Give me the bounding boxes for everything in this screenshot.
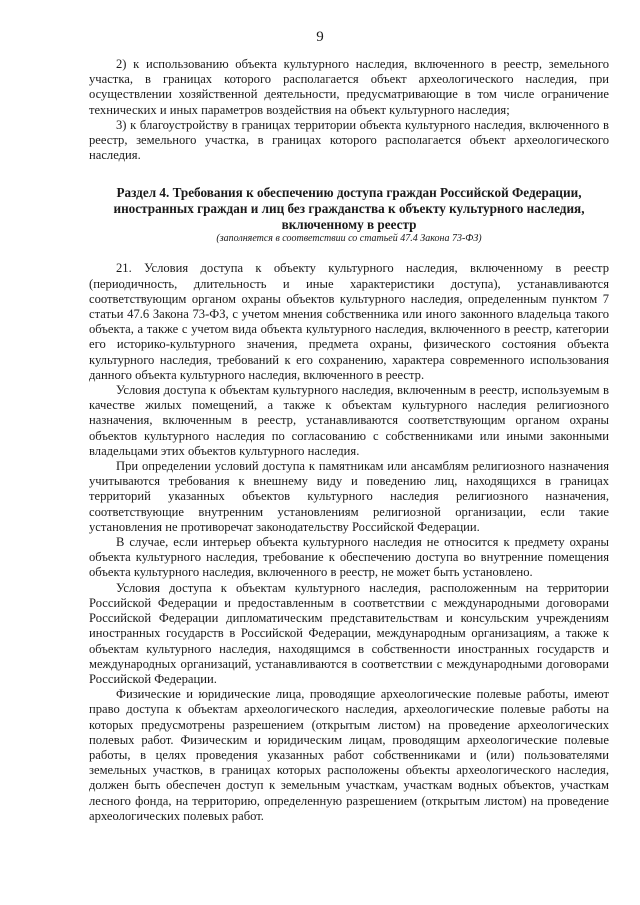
list-item-2: 2) к использованию объекта культурного наследия, включенного в реестр, земельного участка, в границах которого располагается объект археологического наследия, при осуществлении хозяйственной деятельности, предусматривающие в том числе ограничение технических и иных параметров воздействия на объект культурного наследия; bbox=[89, 57, 609, 117]
section-title-line-2: иностранных граждан и лиц без гражданства к объекту культурного наследия, bbox=[113, 201, 585, 217]
paragraph-21: 21. Условия доступа к объекту культурного наследия, включенному в реестр (периодичность, длительность и иные характеристики доступа), устанавливаются соответствующим органом охраны объектов культурного наследия, определенным пунктом 7 статьи 47.6 Закона 73-ФЗ, с учетом мнения собственника или иного законного владельца такого объекта, а также с учетом вида объекта культурного наследия, включенного в реестр, категории его историко-культурного значения, предмета охраны, физического состояния объекта культурного наследия, требований к его сохранению, характера современного использования данного объекта культурного наследия, включенного в реестр. bbox=[89, 261, 609, 382]
document-body bbox=[89, 57, 609, 824]
section-title-line-3: включенному в реестр bbox=[281, 217, 417, 233]
list-item-3: 3) к благоустройству в границах территории объекта культурного наследия, включенного в реестр, земельного участка, в границах которого располагается объект археологического наследия. bbox=[89, 117, 609, 163]
section-note: (заполняется в соответствии со статьей 47.4 Закона 73-ФЗ) bbox=[216, 233, 482, 245]
section-title-line-1: Раздел 4. Требования к обеспечению доступа граждан Российской Федерации, bbox=[116, 185, 582, 201]
paragraph-living-religious-access: Условия доступа к объектам культурного наследия, включенным в реестр, используемым в качестве жилых помещений, а также к объектам культурного наследия религиозного назначения, включенным в реестр, устанавливаются соответствующим органом охраны объектов культурного наследия по согласованию с собственниками или иными законными владельцами этих объектов культурного наследия. bbox=[89, 383, 609, 458]
paragraph-interior: В случае, если интерьер объекта культурного наследия не относится к предмету охраны объекта культурного наследия, требование к обеспечению доступа во внутренние помещения объекта культурного наследия, включенного в реестр, не может быть установлено. bbox=[89, 535, 609, 580]
paragraph-diplomatic: Условия доступа к объектам культурного наследия, расположенным на территории Российской Федерации и предоставленным в соответствии с международными договорами Российской Федерации дипломатическим представительствам и консульским учреждениям иностранных государств в Российской Федерации, международным организациям, а также к объектам культурного наследия, находящимся в собственности иностранных государств и международных организаций, устанавливаются в соответствии с международными договорами Российской Федерации. bbox=[89, 580, 609, 686]
paragraph-religious-requirements: При определении условий доступа к памятникам или ансамблям религиозного назначения учитываются требования к внешнему виду и поведению лиц, находящихся в границах территорий указанных объектов культурного наследия религиозного назначения, соответствующие внутренним установлениям религиозной организации, если такие установления не противоречат законодательству Российской Федерации. bbox=[89, 459, 609, 534]
section-title bbox=[89, 185, 609, 233]
paragraph-archaeological-works: Физические и юридические лица, проводящие археологические полевые работы, имеют право доступа к объектам археологического наследия, археологические полевые работы на которых предусмотрены разрешением (открытым листом) на проведение археологических полевых работ. Физическим и юридическим лицам, проводящим археологические полевые работы, в целях проведения указанных работ собственниками и (или) пользователями земельных участков, в границах которых расположены объекты археологического наследия, должен быть обеспечен доступ к земельным участкам, участкам водных объектов, участкам лесного фонда, на территорию, определенную разрешением (открытым листом) на проведение археологических полевых работ. bbox=[89, 687, 609, 823]
page-number: 9 bbox=[316, 29, 324, 45]
